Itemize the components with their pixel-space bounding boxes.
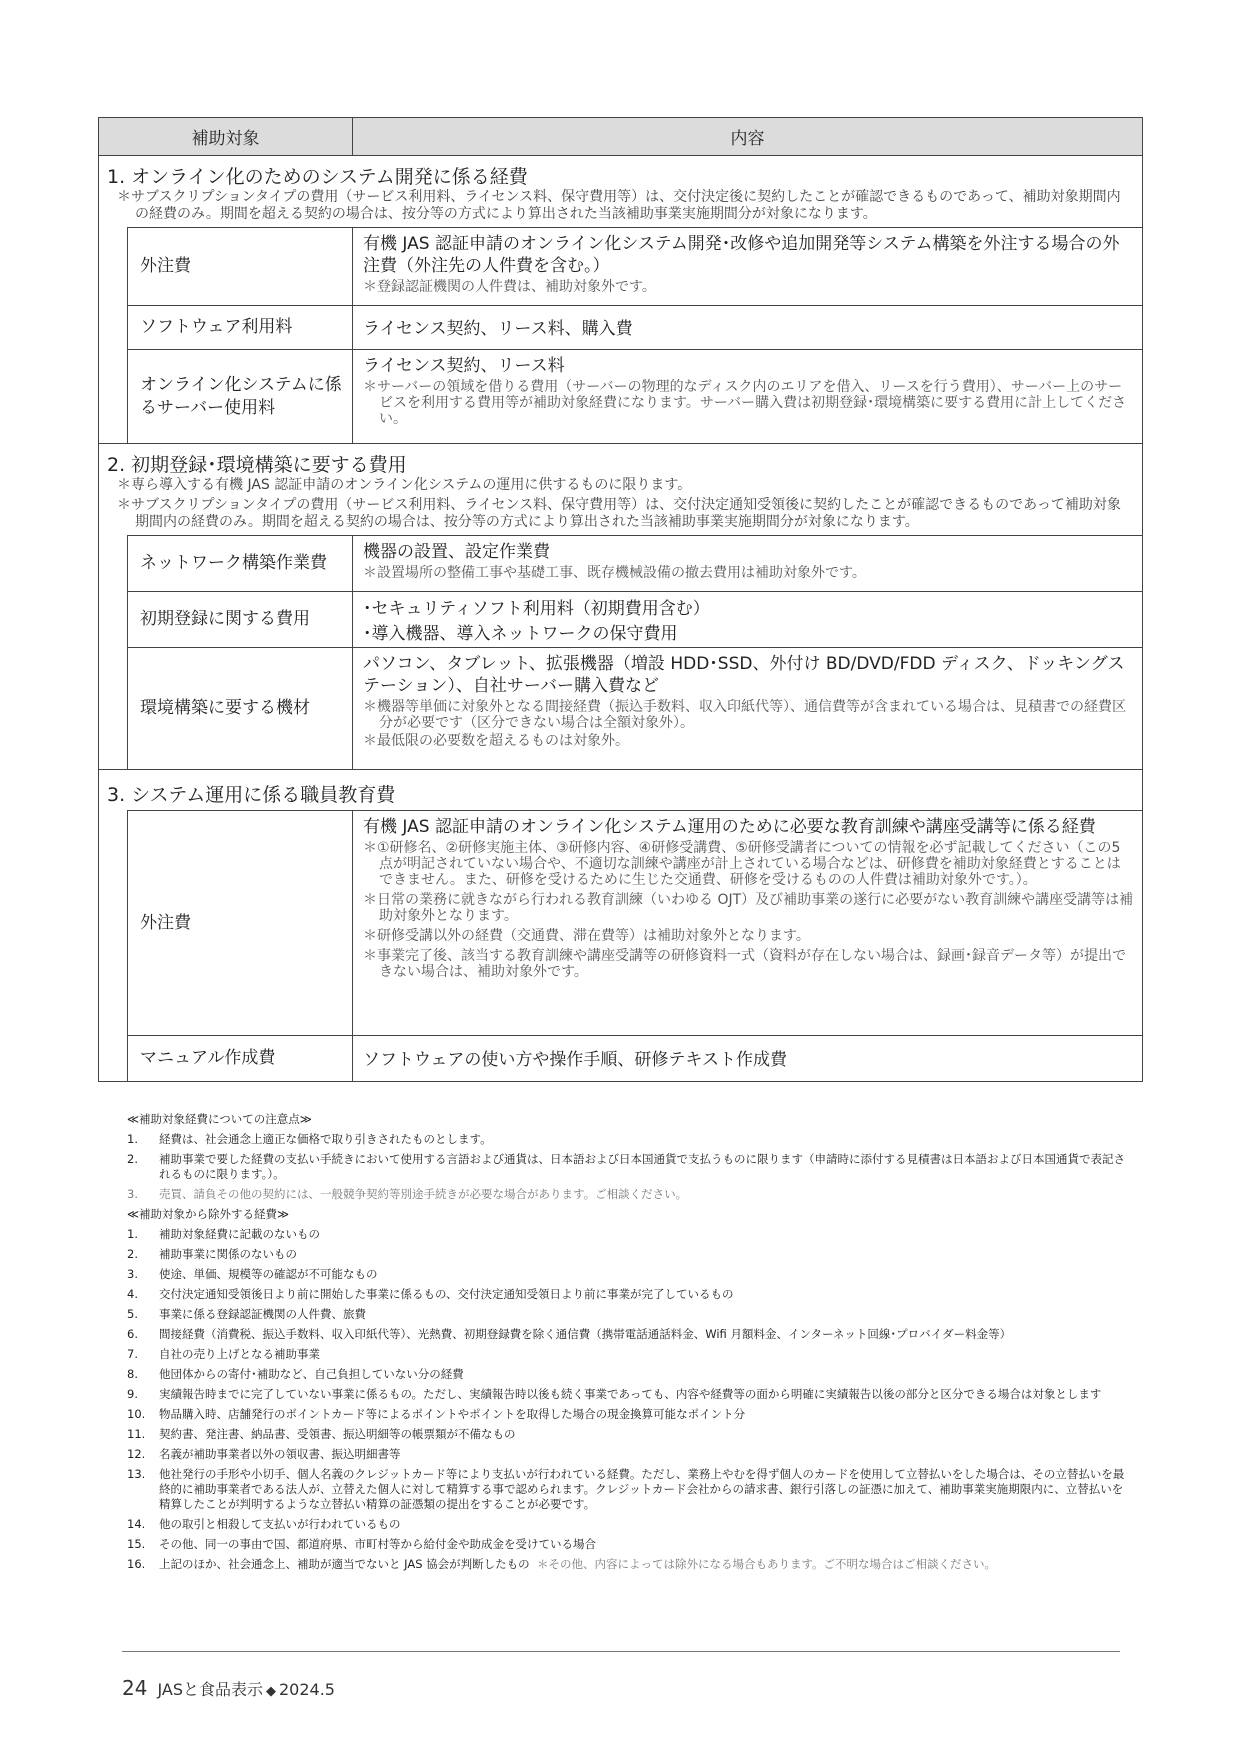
row-label: 外注費 — [127, 811, 353, 1035]
row-subnote: ＊最低限の必要数を超えるものは対象外。 — [363, 733, 629, 749]
row-subnote: ＊日常の業務に就きながら行われる教育訓練（いわゆる OJT）及び補助事業の遂行に必要がない教育訓練や講座受講等は補助対象外となります。 — [363, 892, 1134, 924]
row-main-text: ライセンス契約、リース料、購入費 — [363, 318, 633, 339]
table-row — [127, 349, 1142, 443]
row-subnote: ＊サーバーの領域を借りる費用（サーバーの物理的なディスク内のエリアを借入、リースを行う費用）、サーバー上のサービスを利用する費用等が補助対象経費になります。サーバー購入費は初期登録･環境構築に要する費用に計上してください。 — [363, 379, 1127, 427]
footer-divider — [122, 1651, 1120, 1652]
row-content — [353, 1036, 1142, 1081]
table-row — [127, 535, 1142, 591]
row-content — [353, 228, 1142, 305]
row-main-text: パソコン、タブレット、拡張機器（増設 HDD･SSD、外付け BD/DVD/FDD ディスク、ドッキングステーション）、自社サーバー購入費など — [363, 654, 1125, 696]
publication-name: JASと食品表示 — [157, 1680, 263, 1699]
row-label: 初期登録に関する費用 — [127, 592, 353, 647]
row-label: 環境構築に要する機材 — [127, 648, 353, 769]
section-1 — [99, 156, 1142, 443]
row-content — [353, 648, 1142, 769]
list-item: 1. 経費は、社会通念上適正な価格で取り引きされたものとします。 — [127, 1132, 492, 1146]
exclusions-heading: ≪補助対象から除外する経費≫ — [127, 1207, 290, 1221]
row-subnote: ＊事業完了後、該当する教育訓練や講座受講等の研修資料一式（資料が存在しない場合は、録画･録音データ等）が提出できない場合は、補助対象外です。 — [363, 948, 1126, 980]
header-col-content: 内容 — [730, 129, 765, 149]
list-item: 2. 補助事業に関係のないもの — [127, 1247, 297, 1261]
list-item: 7. 自社の売り上げとなる補助事業 — [127, 1347, 320, 1361]
list-item: 14. 他の取引と相殺して支払いが行われているもの — [127, 1517, 401, 1531]
table-row — [127, 647, 1142, 769]
list-item: 10. 物品購入時、店舗発行のポイントカード等によるポイントやポイントを取得した場合の現金換算可能なポイント分 — [127, 1407, 746, 1421]
row-label: ソフトウェア利用料 — [127, 306, 353, 349]
section-note: ＊サブスクリプションタイプの費用（サービス利用料、ライセンス料、保守費用等）は、交付決定後に契約したことが確認できるものであって、補助対象期間内の経費のみ。期間を超える契約の場合は、按分等の方式により算出された当該補助事業実施期間分が対象になります。 — [117, 189, 1121, 222]
section-note: ＊サブスクリプションタイプの費用（サービス利用料、ライセンス料、保守費用等）は、交付決定通知受領後に契約したことが確認できるものであって補助対象期間内の経費のみ。期間を超える契約の場合は、按分等の方式により算出された当該補助事業実施期間分が対象になります。 — [117, 497, 1121, 530]
section-title: 2. 初期登録･環境構築に要する費用 — [107, 454, 407, 476]
row-label: ネットワーク構築作業費 — [127, 536, 353, 591]
list-item: 4. 交付決定通知受領後日より前に開始した事業に係るもの、交付決定通知受領日より前に事業が完了しているもの — [127, 1287, 734, 1301]
row-label: オンライン化システムに係るサーバー使用料 — [127, 350, 353, 443]
list-item: 5. 事業に係る登録認証機関の人件費、旅費 — [127, 1307, 366, 1321]
row-content — [353, 350, 1142, 443]
list-item: 8. 他団体からの寄付･補助など、自己負担していない分の経費 — [127, 1367, 464, 1381]
list-item: 16. 上記のほか、社会通念上、補助が適当でないと JAS 協会が判断したもの ＊その他、内容によっては除外になる場合もあります。ご不明な場合はご相談ください。 — [127, 1557, 997, 1571]
list-item: 15. その他、同一の事由で国、都道府県、市町村等から給付金や助成金を受けている場合 — [127, 1537, 596, 1551]
row-label: 外注費 — [127, 228, 353, 305]
list-item: 13. 他社発行の手形や小切手、個人名義のクレジットカード等により支払いが行われている経費。ただし、業務上やむを得ず個人のカードを使用して立替払いをした場合は、その立替払いを最終的に補助事業者である法人が、立替えた個人に対して精算する事で認められます。クレジットカード会社からの請求書、銀行引落しの証憑に加えて、補助事業実施期限内に、立替払いを精算したことが判明するような立替払い精算の証憑類の提出をすることが必要です。 — [127, 1467, 1125, 1511]
list-item: 3. 売買、請負その他の契約には、一般競争契約等別途手続きが必要な場合があります。ご相談ください。 — [127, 1187, 688, 1201]
table-row — [127, 810, 1142, 1035]
row-label: マニュアル作成費 — [127, 1036, 353, 1081]
section-title: 3. システム運用に係る職員教育費 — [107, 784, 396, 806]
row-main-text: 機器の設置、設定作業費 — [363, 542, 550, 562]
subsidy-table — [98, 117, 1143, 1082]
row-main-text: ･セキュリティソフト利用料（初期費用含む） ･導入機器、導入ネットワークの保守費用 — [363, 599, 710, 644]
table-row — [127, 305, 1142, 349]
section-note: ＊専ら導入する有機 JAS 認証申請のオンライン化システムの運用に供するものに限ります。 — [117, 477, 692, 493]
row-content — [353, 811, 1142, 1035]
row-subnote: ＊機器等単価に対象外となる間接経費（振込手数料、収入印紙代等）、通信費等が含まれている場合は、見積書での経費区分が必要です（区分できない場合は全額対象外）。 — [363, 699, 1126, 731]
list-item: 3. 使途、単価、規模等の確認が不可能なもの — [127, 1267, 378, 1281]
row-content — [353, 536, 1142, 591]
page-number: 24 — [122, 1676, 148, 1700]
list-item: 1. 補助対象経費に記載のないもの — [127, 1227, 320, 1241]
list-item: 2. 補助事業で要した経費の支払い手続きにおいて使用する言語および通貨は、日本語および日本国通貨で支払うものに限ります（申請時に添付する見積書は日本語および日本国通貨で表記されるものに限ります。）。 — [127, 1152, 1125, 1181]
row-content — [353, 592, 1142, 647]
list-item: 9. 実績報告時までに完了していない事業に係るもの。ただし、実績報告時以後も続く事業であっても、内容や経費等の面から明確に実績報告以後の部分と区分できる場合は対象とします — [127, 1387, 1102, 1401]
list-item: 11. 契約書、発注書、納品書、受領書、振込明細等の帳票類が不備なもの — [127, 1427, 516, 1441]
section-3 — [99, 769, 1142, 1081]
list-item: 6. 間接経費（消費税、振込手数料、収入印紙代等）、光熱費、初期登録費を除く通信費（携帯電話通話料金、Wifi 月額料金、インターネット回線･プロバイダー料金等） — [127, 1327, 1012, 1341]
table-row — [127, 227, 1142, 305]
diamond-icon: ◆ — [266, 1684, 276, 1699]
row-main-text: 有機 JAS 認証申請のオンライン化システム開発･改修や追加開発等システム構築を外注する場合の外注費（外注先の人件費を含む。） — [363, 234, 1120, 276]
row-main-text: ソフトウェアの使い方や操作手順、研修テキスト作成費 — [363, 1049, 787, 1070]
header-col-target: 補助対象 — [99, 118, 353, 155]
list-item: 12. 名義が補助事業者以外の領収書、振込明細書等 — [127, 1447, 401, 1461]
table-row — [127, 591, 1142, 647]
row-main-text: 有機 JAS 認証申請のオンライン化システム運用のために必要な教育訓練や講座受講等に係る経費 — [363, 817, 1096, 837]
section-2 — [99, 443, 1142, 769]
row-subnote: ＊研修受講以外の経費（交通費、滞在費等）は補助対象外となります。 — [363, 928, 810, 944]
table-row — [127, 1035, 1142, 1081]
issue-date: 2024.5 — [279, 1680, 335, 1699]
exclusions-tail-note: ＊その他、内容によっては除外になる場合もあります。ご不明な場合はご相談ください。 — [536, 1557, 997, 1571]
table-header — [99, 118, 1142, 156]
notes-block — [127, 1112, 1127, 1577]
row-main-text: ライセンス契約、リース料 — [363, 356, 565, 376]
row-content — [353, 306, 1142, 349]
section-title: 1. オンライン化のためのシステム開発に係る経費 — [107, 166, 528, 188]
page-footer — [122, 1676, 335, 1700]
cautions-heading: ≪補助対象経費についての注意点≫ — [127, 1112, 312, 1126]
row-subnote: ＊設置場所の整備工事や基礎工事、既存機械設備の撤去費用は補助対象外です。 — [363, 565, 866, 581]
row-subnote: ＊①研修名、②研修実施主体、③研修内容、④研修受講費、⑤研修受講者についての情報を必ず記載してください（この5点が明記されていない場合や、不適切な訓練や講座が計上されている場合などは、研修費を補助対象経費とすることはできません。また、研修を受けるために生じた交通費、研修を受けるものの人件費は補助対象外です。）。 — [363, 840, 1121, 888]
row-subnote: ＊登録認証機関の人件費は、補助対象外です。 — [363, 279, 656, 295]
